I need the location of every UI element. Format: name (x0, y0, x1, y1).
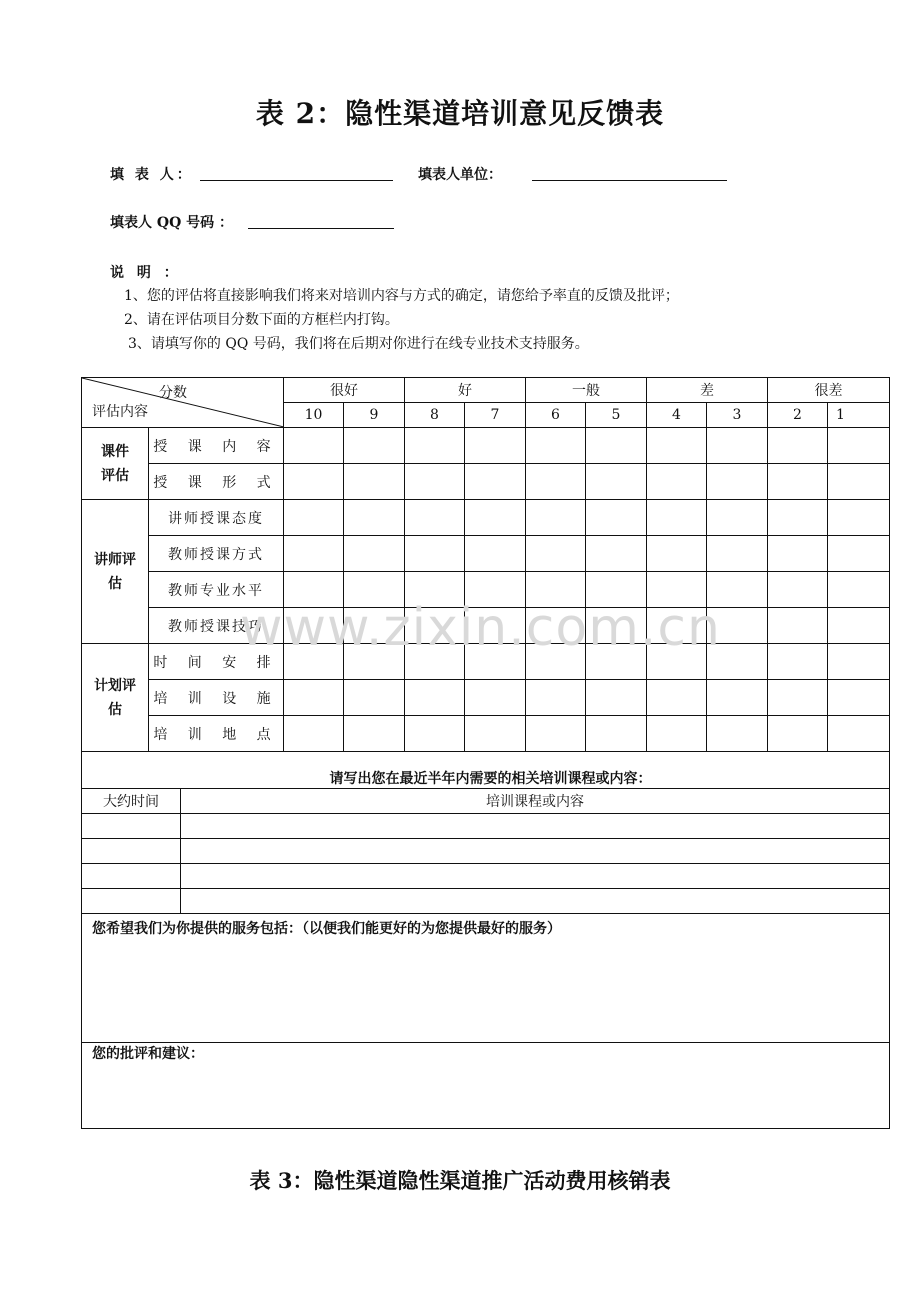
score-checkbox[interactable] (465, 536, 526, 572)
score-header: 3 (707, 403, 768, 428)
note-item-1: 1、您的评估将直接影响我们将来对培训内容与方式的确定，请您给予率直的反馈及批评； (124, 288, 679, 304)
score-checkbox[interactable] (828, 644, 890, 680)
eval-item: 培 训 设 施 (149, 680, 284, 716)
score-checkbox[interactable] (828, 716, 890, 752)
note-item-2: 2、请在评估项目分数下面的方框栏内打钩。 (124, 312, 399, 328)
score-checkbox[interactable] (647, 716, 707, 752)
score-checkbox[interactable] (647, 464, 707, 500)
score-checkbox[interactable] (768, 716, 828, 752)
score-checkbox[interactable] (284, 500, 344, 536)
score-checkbox[interactable] (828, 608, 890, 644)
score-checkbox[interactable] (768, 608, 828, 644)
score-checkbox[interactable] (707, 716, 768, 752)
score-checkbox[interactable] (405, 536, 465, 572)
score-checkbox[interactable] (405, 500, 465, 536)
score-checkbox[interactable] (284, 716, 344, 752)
time-cell[interactable] (82, 889, 181, 914)
score-checkbox[interactable] (828, 464, 890, 500)
score-checkbox[interactable] (526, 536, 586, 572)
score-checkbox[interactable] (344, 716, 405, 752)
category-plan: 计划评估 (82, 644, 149, 752)
score-checkbox[interactable] (465, 464, 526, 500)
score-header: 1 (828, 403, 890, 428)
score-checkbox[interactable] (707, 464, 768, 500)
category-lecturer: 讲师评估 (82, 500, 149, 644)
score-checkbox[interactable] (768, 644, 828, 680)
time-cell[interactable] (82, 814, 181, 839)
corner-header (82, 378, 284, 428)
score-checkbox[interactable] (586, 500, 647, 536)
score-header: 9 (344, 403, 405, 428)
score-checkbox[interactable] (768, 464, 828, 500)
eval-item: 培 训 地 点 (149, 716, 284, 752)
courses-table (81, 788, 890, 1129)
service-label: 您希望我们为你提供的服务包括：（以便我们能更好的为您提供最好的服务） (92, 921, 561, 937)
score-header: 8 (405, 403, 465, 428)
score-checkbox[interactable] (284, 680, 344, 716)
corner-top-label: 分数 (159, 385, 187, 401)
score-checkbox[interactable] (586, 464, 647, 500)
score-checkbox[interactable] (405, 716, 465, 752)
score-checkbox[interactable] (707, 500, 768, 536)
score-header: 2 (768, 403, 828, 428)
score-checkbox[interactable] (768, 680, 828, 716)
score-checkbox[interactable] (586, 716, 647, 752)
score-checkbox[interactable] (768, 428, 828, 464)
score-checkbox[interactable] (768, 500, 828, 536)
score-checkbox[interactable] (586, 536, 647, 572)
score-checkbox[interactable] (284, 464, 344, 500)
watermark: www.zixin.com.cn (240, 598, 721, 658)
score-checkbox[interactable] (707, 536, 768, 572)
score-header: 5 (586, 403, 647, 428)
service-request-box[interactable] (82, 914, 890, 1043)
score-checkbox[interactable] (344, 500, 405, 536)
content-cell[interactable] (181, 864, 890, 889)
score-checkbox[interactable] (344, 680, 405, 716)
score-checkbox[interactable] (828, 680, 890, 716)
score-checkbox[interactable] (707, 428, 768, 464)
qq-input-line[interactable] (248, 228, 394, 229)
rating-header: 很差 (768, 378, 890, 403)
score-checkbox[interactable] (526, 680, 586, 716)
score-checkbox[interactable] (828, 536, 890, 572)
score-checkbox[interactable] (768, 572, 828, 608)
score-checkbox[interactable] (405, 464, 465, 500)
score-checkbox[interactable] (647, 428, 707, 464)
score-checkbox[interactable] (344, 428, 405, 464)
score-checkbox[interactable] (344, 536, 405, 572)
unit-input-line[interactable] (532, 180, 727, 181)
score-checkbox[interactable] (465, 428, 526, 464)
critique-label: 您的批评和建议： (92, 1046, 204, 1062)
eval-item: 教师授课方式 (149, 536, 284, 572)
rating-header: 一般 (526, 378, 647, 403)
rating-header: 很好 (284, 378, 405, 403)
note-item-3: 3、请填写你的 QQ 号码，我们将在后期对你进行在线专业技术支持服务。 (128, 336, 589, 352)
time-cell[interactable] (82, 864, 181, 889)
score-header: 10 (284, 403, 344, 428)
eval-item: 教师授课技巧 (149, 608, 284, 644)
score-checkbox[interactable] (344, 464, 405, 500)
rating-header: 差 (647, 378, 768, 403)
eval-item: 讲师授课态度 (149, 500, 284, 536)
content-cell[interactable] (181, 814, 890, 839)
evaluation-table (81, 377, 890, 789)
score-checkbox[interactable] (647, 680, 707, 716)
category-courseware: 课件评估 (82, 428, 149, 500)
score-checkbox[interactable] (828, 500, 890, 536)
eval-item: 授 课 形 式 (149, 464, 284, 500)
score-checkbox[interactable] (828, 572, 890, 608)
score-checkbox[interactable] (526, 428, 586, 464)
qq-label: 填表人 QQ 号码 ： (110, 215, 234, 231)
score-checkbox[interactable] (405, 428, 465, 464)
content-cell[interactable] (181, 839, 890, 864)
eval-item: 教师专业水平 (149, 572, 284, 608)
time-cell[interactable] (82, 839, 181, 864)
unit-label: 填表人单位： (418, 167, 502, 183)
content-cell[interactable] (181, 889, 890, 914)
score-checkbox[interactable] (526, 464, 586, 500)
score-checkbox[interactable] (768, 536, 828, 572)
score-checkbox[interactable] (465, 680, 526, 716)
filler-input-line[interactable] (200, 180, 393, 181)
score-header: 4 (647, 403, 707, 428)
eval-item: 时 间 安 排 (149, 644, 284, 680)
score-checkbox[interactable] (526, 500, 586, 536)
score-checkbox[interactable] (586, 680, 647, 716)
table3-title: 表 3：隐性渠道隐性渠道推广活动费用核销表 (249, 1168, 671, 1193)
score-checkbox[interactable] (526, 716, 586, 752)
filler-label: 填 表 人： (110, 167, 194, 183)
score-header: 7 (465, 403, 526, 428)
critique-box[interactable] (82, 1043, 890, 1129)
col-content-header: 培训课程或内容 (181, 789, 890, 814)
courses-section-title: 请写出您在最近半年内需要的相关培训课程或内容： (82, 752, 890, 789)
corner-bottom-label: 评估内容 (92, 404, 148, 420)
score-checkbox[interactable] (284, 536, 344, 572)
score-checkbox[interactable] (586, 428, 647, 464)
score-checkbox[interactable] (647, 500, 707, 536)
score-checkbox[interactable] (465, 716, 526, 752)
notes-heading: 说 明 ： (110, 265, 182, 281)
score-header: 6 (526, 403, 586, 428)
col-time-header: 大约时间 (82, 789, 181, 814)
score-checkbox[interactable] (647, 536, 707, 572)
score-checkbox[interactable] (707, 680, 768, 716)
score-checkbox[interactable] (465, 500, 526, 536)
score-checkbox[interactable] (405, 680, 465, 716)
eval-item: 授 课 内 容 (149, 428, 284, 464)
score-checkbox[interactable] (284, 428, 344, 464)
form-title: 表 2：隐性渠道培训意见反馈表 (255, 97, 665, 130)
rating-header: 好 (405, 378, 526, 403)
score-checkbox[interactable] (828, 428, 890, 464)
